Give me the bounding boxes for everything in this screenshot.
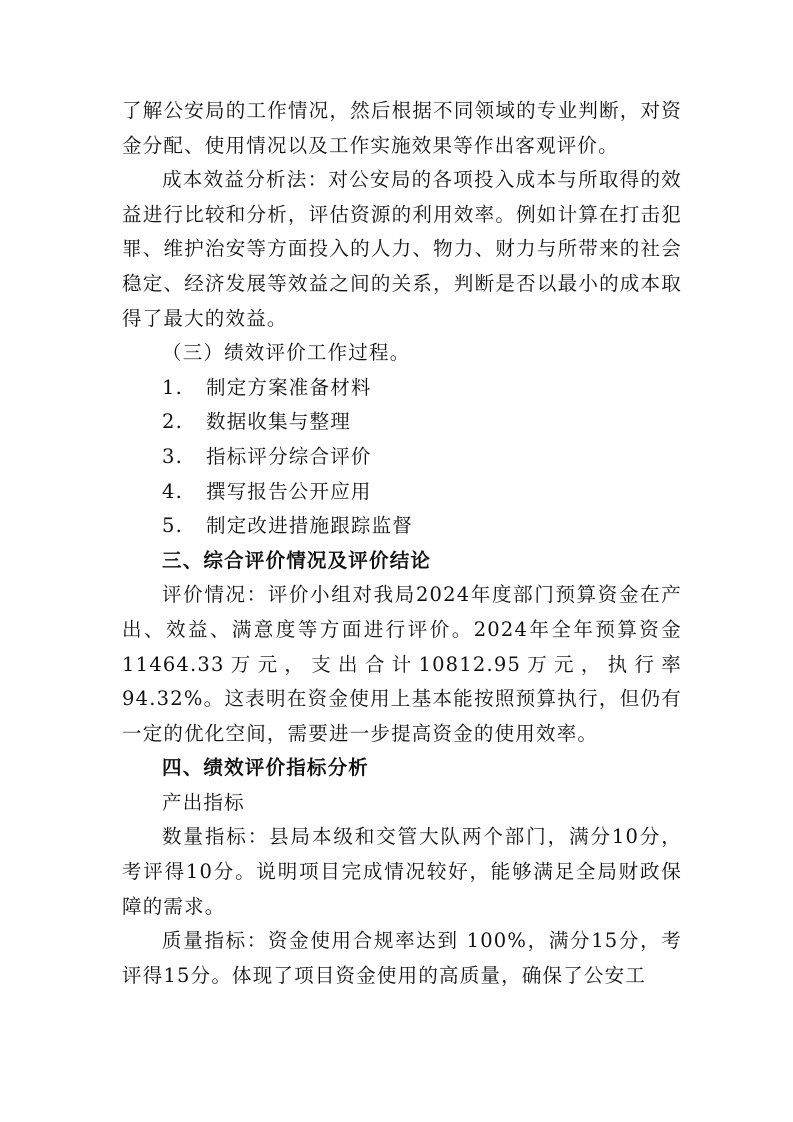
list-item bbox=[162, 440, 682, 475]
step-number: 4. bbox=[162, 479, 184, 503]
step-text: 撰写报告公开应用 bbox=[206, 479, 372, 503]
paragraph-quantity-indicator: 数量指标：县局本级和交管大队两个部门，满分10分，考评得10分。说明项目完成情况较好，能够满足全局财政保障的需求。 bbox=[122, 825, 682, 918]
step-text: 制定方案准备材料 bbox=[206, 375, 372, 399]
step-number: 2. bbox=[162, 410, 184, 434]
step-text: 制定改进措施跟踪监督 bbox=[206, 514, 414, 538]
list-item bbox=[162, 405, 682, 440]
paragraph-evaluation-situation: 评价情况：评价小组对我局2024年度部门预算资金在产出、效益、满意度等方面进行评价。2024年全年预算资金11464.33万元，支出合计10812.95万元，执行率 94.32%。这表明在资金使用上基本能按照预算执行，但仍有一定的优化空间，需要进一步提高资金的使用效率。 bbox=[122, 583, 682, 745]
list-item bbox=[162, 371, 682, 406]
step-text: 数据收集与整理 bbox=[206, 410, 351, 434]
step-number: 5. bbox=[162, 514, 184, 538]
subheading-output-indicators: 产出指标 bbox=[162, 790, 245, 814]
step-text: 指标评分综合评价 bbox=[206, 444, 372, 468]
list-item bbox=[162, 475, 682, 510]
process-steps-list bbox=[122, 371, 682, 544]
step-number: 3. bbox=[162, 444, 184, 468]
step-number: 1. bbox=[162, 375, 184, 399]
paragraph-cost-benefit: 成本效益分析法：对公安局的各项投入成本与所取得的效益进行比较和分析，评估资源的利用效率。例如计算在打击犯罪、维护治安等方面投入的人力、物力、财力与所带来的社会稳定、经济发展等效益之间的关系，判断是否以最小的成本取得了最大的效益。 bbox=[122, 168, 682, 330]
document-body bbox=[122, 94, 682, 993]
list-item bbox=[162, 509, 682, 544]
paragraph-process-title: （三）绩效评价工作过程。 bbox=[162, 341, 411, 365]
paragraph-expert-evaluation: 了解公安局的工作情况，然后根据不同领域的专业判断，对资金分配、使用情况以及工作实施效果等作出客观评价。 bbox=[122, 99, 682, 157]
paragraph-quality-indicator: 质量指标：资金使用合规率达到 100%，满分15分，考评得15分。体现了项目资金使用的高质量，确保了公安工 bbox=[122, 929, 682, 987]
section-heading-evaluation-conclusion: 三、综合评价情况及评价结论 bbox=[162, 548, 432, 572]
section-heading-indicator-analysis: 四、绩效评价指标分析 bbox=[162, 756, 370, 780]
